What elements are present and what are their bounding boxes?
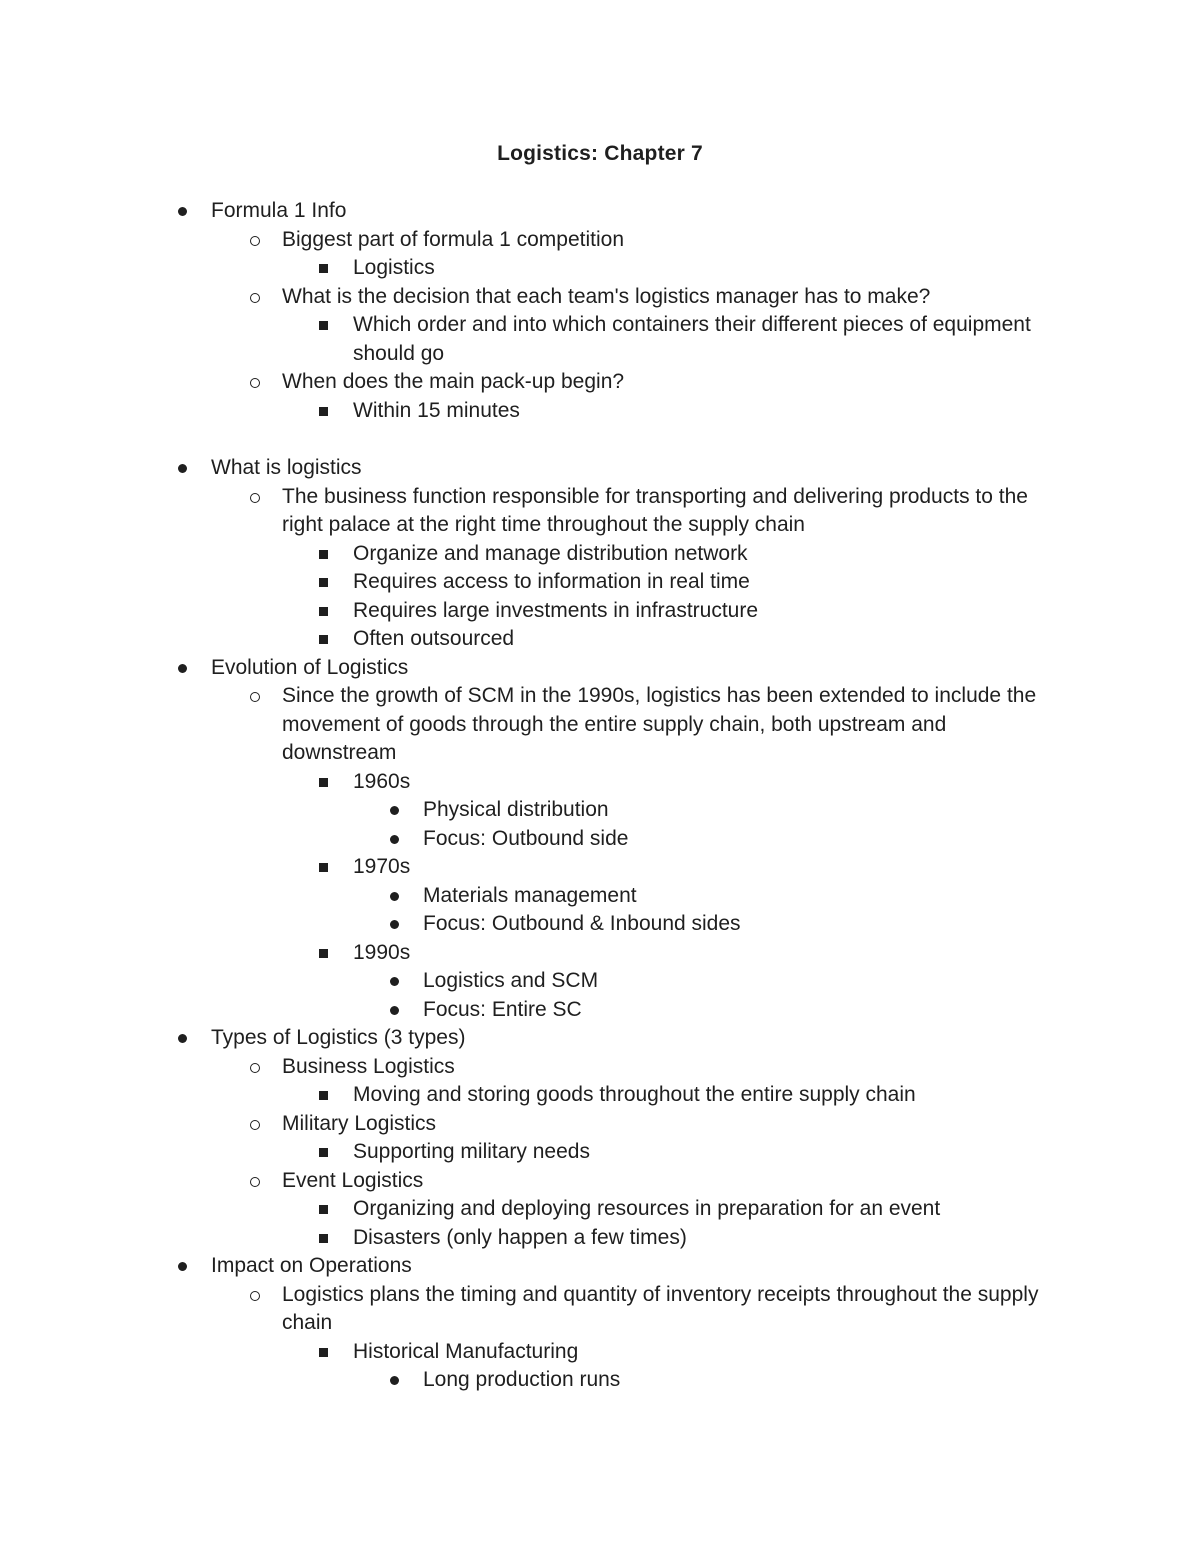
square-bullet-icon xyxy=(319,949,328,958)
list-item-text: Biggest part of formula 1 competition xyxy=(282,227,625,251)
list-item-text: Physical distribution xyxy=(423,798,609,821)
filled-circle-bullet-icon xyxy=(390,920,399,929)
list-item xyxy=(0,1366,1200,1395)
list-item xyxy=(0,1252,1200,1281)
list-item xyxy=(0,1024,1200,1053)
square-bullet-icon xyxy=(319,1234,328,1243)
filled-circle-bullet-icon xyxy=(178,1262,187,1271)
filled-circle-bullet-icon xyxy=(178,664,187,673)
list-item xyxy=(0,996,1200,1025)
list-item-text: Organize and manage distribution network xyxy=(353,541,748,565)
list-item-text: Focus: Outbound side xyxy=(423,826,629,850)
list-item-text: The business function responsible for transporting and delivering products to the right palace at the right time throughout the supply chain xyxy=(282,484,1028,536)
hollow-circle-bullet-icon xyxy=(250,1120,260,1130)
list-item xyxy=(0,1167,1200,1196)
list-item xyxy=(0,910,1200,939)
hollow-circle-bullet-icon xyxy=(250,1177,260,1187)
list-item-text: Impact on Operations xyxy=(211,1254,412,1277)
list-item-text: Moving and storing goods throughout the entire supply chain xyxy=(353,1083,916,1106)
list-item-text: Organizing and deploying resources in preparation for an event xyxy=(353,1197,941,1220)
square-bullet-icon xyxy=(319,264,328,273)
list-item xyxy=(0,1195,1200,1224)
list-item-text: Event Logistics xyxy=(282,1168,424,1192)
list-item xyxy=(0,1224,1200,1253)
list-item xyxy=(0,283,1200,312)
list-item xyxy=(0,1053,1200,1082)
list-item-text: 1970s xyxy=(353,855,411,878)
filled-circle-bullet-icon xyxy=(178,1034,187,1043)
list-item xyxy=(0,967,1200,996)
list-item-text: Logistics xyxy=(353,256,435,279)
list-item-text: Types of Logistics (3 types) xyxy=(211,1026,466,1049)
list-item-text: What is the decision that each team's logistics manager has to make? xyxy=(282,284,931,308)
square-bullet-icon xyxy=(319,607,328,616)
list-item-text: Logistics and SCM xyxy=(423,969,599,992)
list-item-text: Business Logistics xyxy=(282,1054,455,1078)
list-item-text: Long production runs xyxy=(423,1368,621,1391)
hollow-circle-bullet-icon xyxy=(250,1063,260,1073)
list-item xyxy=(0,483,1200,540)
list-item-text: Focus: Entire SC xyxy=(423,997,582,1021)
list-item xyxy=(0,825,1200,854)
list-item xyxy=(0,311,1200,368)
list-item-text: Military Logistics xyxy=(282,1111,437,1135)
hollow-circle-bullet-icon xyxy=(250,236,260,246)
square-bullet-icon xyxy=(319,1348,328,1357)
list-item-text: Requires access to information in real time xyxy=(353,570,750,593)
filled-circle-bullet-icon xyxy=(178,207,187,216)
list-item xyxy=(0,625,1200,654)
list-item xyxy=(0,939,1200,968)
filled-circle-bullet-icon xyxy=(178,464,187,473)
list-item-text: Evolution of Logistics xyxy=(211,655,409,679)
square-bullet-icon xyxy=(319,778,328,787)
list-item xyxy=(0,1338,1200,1367)
square-bullet-icon xyxy=(319,1205,328,1214)
filled-circle-bullet-icon xyxy=(390,977,399,986)
list-item-text: When does the main pack-up begin? xyxy=(282,370,625,393)
list-item xyxy=(0,853,1200,882)
list-item xyxy=(0,682,1200,768)
list-item xyxy=(0,768,1200,797)
square-bullet-icon xyxy=(319,1091,328,1100)
list-item-text: Since the growth of SCM in the 1990s, logistics has been extended to include the movement of goods through the entire supply chain, both upstream and downstream xyxy=(282,684,1037,764)
hollow-circle-bullet-icon xyxy=(250,493,260,503)
list-item-text: Requires large investments in infrastructure xyxy=(353,598,759,622)
list-item-text: Within 15 minutes xyxy=(353,398,520,422)
bullet-outline xyxy=(0,197,1200,1395)
list-item-text: 1990s xyxy=(353,940,411,964)
list-item xyxy=(0,1081,1200,1110)
hollow-circle-bullet-icon xyxy=(250,378,260,388)
list-item xyxy=(0,397,1200,426)
list-item-text: Materials management xyxy=(423,883,637,907)
list-item xyxy=(0,454,1200,483)
list-item xyxy=(0,1110,1200,1139)
list-item xyxy=(0,568,1200,597)
square-bullet-icon xyxy=(319,635,328,644)
list-item xyxy=(0,654,1200,683)
list-item-text: Disasters (only happen a few times) xyxy=(353,1225,687,1249)
list-item xyxy=(0,882,1200,911)
list-item xyxy=(0,197,1200,226)
blank-line xyxy=(0,425,1200,454)
list-item xyxy=(0,1281,1200,1338)
list-item xyxy=(0,540,1200,569)
list-item xyxy=(0,226,1200,255)
list-item-text: Focus: Outbound & Inbound sides xyxy=(423,912,741,935)
square-bullet-icon xyxy=(319,407,328,416)
list-item xyxy=(0,368,1200,397)
list-item-text: Formula 1 Info xyxy=(211,199,347,222)
filled-circle-bullet-icon xyxy=(390,806,399,815)
filled-circle-bullet-icon xyxy=(390,835,399,844)
hollow-circle-bullet-icon xyxy=(250,1291,260,1301)
page-title: Logistics: Chapter 7 xyxy=(497,142,703,165)
hollow-circle-bullet-icon xyxy=(250,692,260,702)
list-item-text: Often outsourced xyxy=(353,627,515,650)
list-item-text: Historical Manufacturing xyxy=(353,1339,579,1363)
square-bullet-icon xyxy=(319,1148,328,1157)
filled-circle-bullet-icon xyxy=(390,892,399,901)
filled-circle-bullet-icon xyxy=(390,1376,399,1385)
list-item-text: 1960s xyxy=(353,769,411,793)
hollow-circle-bullet-icon xyxy=(250,293,260,303)
list-item xyxy=(0,1138,1200,1167)
list-item xyxy=(0,254,1200,283)
square-bullet-icon xyxy=(319,321,328,330)
list-item-text: What is logistics xyxy=(211,456,362,479)
square-bullet-icon xyxy=(319,863,328,872)
list-item-text: Logistics plans the timing and quantity of inventory receipts throughout the supply chain xyxy=(282,1282,1039,1334)
filled-circle-bullet-icon xyxy=(390,1006,399,1015)
list-item xyxy=(0,597,1200,626)
square-bullet-icon xyxy=(319,550,328,559)
square-bullet-icon xyxy=(319,578,328,587)
list-item-text: Supporting military needs xyxy=(353,1140,590,1163)
list-item xyxy=(0,796,1200,825)
list-item-text: Which order and into which containers their different pieces of equipment should go xyxy=(353,313,1031,365)
